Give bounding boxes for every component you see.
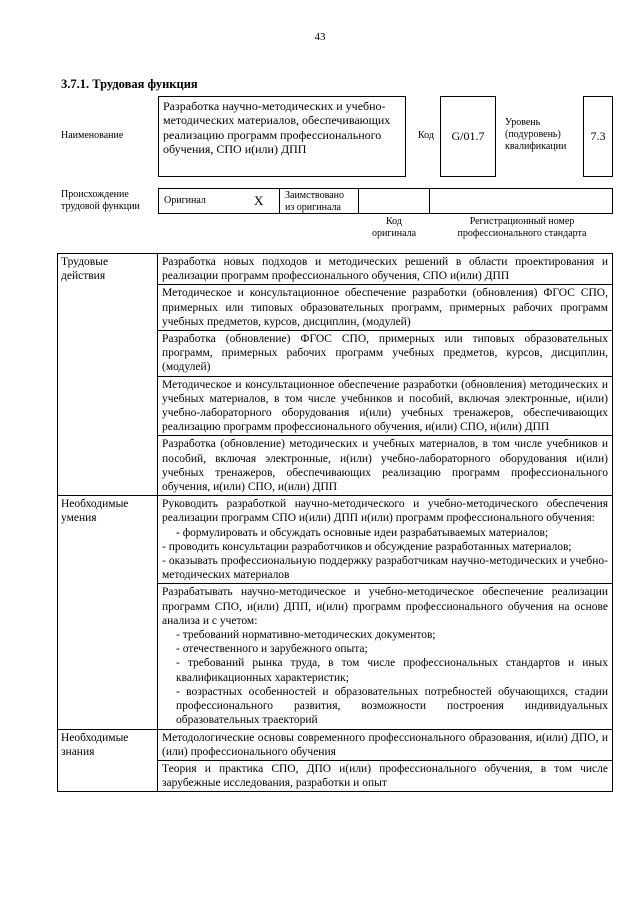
level-value: 7.3 xyxy=(590,129,606,143)
skill-2-intro: Разрабатывать научно-методическое и учебно-методическое обеспечение реализации программ СПО, и(или) ДПП, и(или) программ профессионального обучения на основе анализа и с учетом: xyxy=(162,586,608,627)
registration-number-cell xyxy=(429,188,613,214)
registration-caption: Регистрационный номер профессионального стандарта xyxy=(457,216,587,239)
code-caption: Код оригинала xyxy=(371,216,417,239)
labor-actions-header: Трудовые действия xyxy=(58,254,158,496)
original-label: Оригинал xyxy=(164,195,206,206)
skill-1-item: - формулировать и обсуждать основные идеи разрабатываемых материалов; xyxy=(176,526,549,539)
skills-header: Необходимые умения xyxy=(58,496,158,729)
function-table xyxy=(57,253,613,792)
knowledge-1: Методологические основы современного профессионального образования, и(или) ДПО, и (или) профессионального обучения xyxy=(158,729,613,760)
labor-action-2: Методическое и консультационное обеспечение разработки (обновления) ФГОС СПО, примерных или типовых образовательных программ, примерных рабочих программ учебных предметов, курсов, дисциплин, (модулей) xyxy=(158,285,613,331)
borrowed-label-2: из оригинала xyxy=(285,202,341,213)
function-name: Разработка научно-методических и учебно-методических материалов, обеспечивающих реализацию программ профессионального обучения, СПО и(или) ДПП xyxy=(163,99,391,157)
knowledge-header: Необходимые знания xyxy=(58,729,158,792)
skill-2-item: - возрастных особенностей и образовательных потребностей обучающихся, стадии профессионального развития, возможности построения индивидуальных образовательных траекторий xyxy=(176,685,608,727)
name-label: Наименование xyxy=(61,130,124,141)
code-value: G/01.7 xyxy=(451,129,485,143)
function-name-box xyxy=(158,96,406,177)
original-code-cell xyxy=(358,188,430,214)
level-label: Уровень (подуровень) квалификации xyxy=(505,117,567,152)
skill-1-item: - проводить консультации разработчиков и обсуждение разработанных материалов; xyxy=(162,540,572,553)
original-cell xyxy=(158,188,280,214)
skill-1-intro: Руководить разработкой научно-методического и учебно-методического обеспечения реализации программ СПО и(или) ДПП и(или) программ профессионального обучения: xyxy=(162,498,608,525)
code-box xyxy=(440,96,496,177)
labor-action-3: Разработка (обновление) ФГОС СПО, примерных или типовых образовательных программ, примерных рабочих программ учебных предметов, курсов, дисциплин, (модулей) xyxy=(158,331,613,377)
original-mark: X xyxy=(254,193,264,208)
labor-action-1: Разработка новых подходов и методических решений в области проектирования и реализации программ профессионального обучения, СПО и(или) ДПП xyxy=(158,254,613,285)
skill-1-item: - оказывать профессиональную поддержку разработчикам научно-методических и учебно-методических материалов xyxy=(162,555,608,582)
borrowed-cell xyxy=(279,188,359,214)
section-title: 3.7.1. Трудовая функция xyxy=(61,77,198,91)
skill-2-item: - требований нормативно-методических документов; xyxy=(176,629,436,642)
code-label: Код xyxy=(418,130,434,141)
page-number: 43 xyxy=(314,31,326,43)
skill-1 xyxy=(158,496,613,584)
skill-2-item: - требований рынка труда, в том числе профессиональных стандартов и иных квалификационных характеристик; xyxy=(176,657,608,684)
origin-label: Происхождение трудовой функции xyxy=(61,189,140,212)
labor-action-4: Методическое и консультационное обеспечение разработки (обновления) методических и учебных материалов, в том числе учебников и пособий, включая электронные, и(или) учебно-лабораторного оборудования и(или) учебных тренажеров, обеспечивающих реализацию программ профессионального обучения, и(или) СПО, и(или) ДПП xyxy=(158,376,613,436)
skill-2 xyxy=(158,584,613,729)
skill-2-item: - отечественного и зарубежного опыта; xyxy=(176,643,368,656)
borrowed-label-1: Заимствовано xyxy=(285,190,344,201)
level-box xyxy=(583,96,613,177)
knowledge-2: Теория и практика СПО, ДПО и(или) профессионального обучения, в том числе зарубежные исследования, разработки и опыт xyxy=(158,760,613,791)
labor-action-5: Разработка (обновление) методических и учебных материалов, в том числе учебников и пособий, включая электронные, и(или) учебно-лабораторного оборудования и(или) учебных тренажеров, обеспечивающих реализацию программ профессионального обучения, и(или) СПО, и(или) ДПП xyxy=(158,436,613,496)
